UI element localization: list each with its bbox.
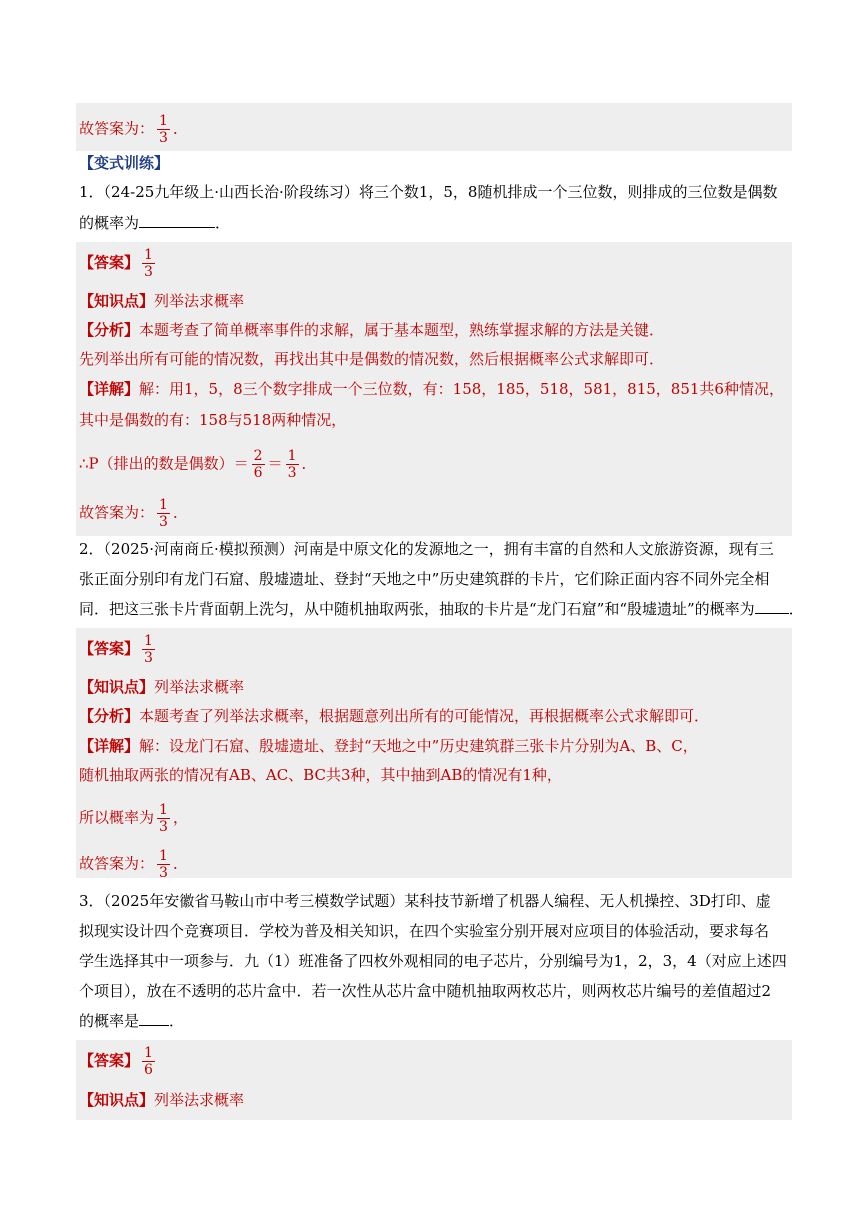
fraction: $\frac{1}{3}$ [159,848,168,881]
answer-blank [139,211,215,228]
q3-text-line1: 3．（2025年安徽省马鞍山市中考三模数学试题）某科技节新增了机器人编程、无人机操控、3D打印、虚 [79,892,771,910]
q1-knowledge-point: 【知识点】列举法求概率 [79,292,245,310]
q2-detail: 【详解】解：设龙门石窟、殷墟遗址、登封“天地之中”历史建筑群三张卡片分别为A、B、C， [79,737,698,755]
fraction: $\frac{1}{3}$ [159,802,168,835]
q2-text-line1: 2．（2025·河南商丘·模拟预测）河南是中原文化的发源地之一，拥有丰富的自然和人文旅游资源，现有三 [79,540,774,558]
q2-detail-line3: 所以概率为 $\frac{1}{3}$ ， [79,802,188,835]
q2-answer: 【答案】 $\frac{1}{3}$ [79,633,153,666]
q1-detail: 【详解】解：用1，5，8三个数字排成一个三位数，有：158，185，518，581，815，851共6种情况， [79,380,784,398]
q2-analysis: 【分析】本题考查了列举法求概率，根据题意列出所有的可能情况，再根据概率公式求解即可． [79,707,710,725]
fraction: $\frac{1}{3}$ [144,247,153,280]
fraction: $\frac{1}{3}$ [287,448,297,481]
q1-detail-line2: 其中是偶数的有：158与518两种情况， [79,411,347,429]
fraction: $\frac{1}{3}$ [144,633,153,666]
answer-prefix: 故答案为： [79,119,155,138]
q2-knowledge-point: 【知识点】列举法求概率 [79,678,245,696]
q3-knowledge-point: 【知识点】列举法求概率 [79,1091,245,1109]
q1-detail-line3: ∴P（排出的数是偶数）＝ $\frac{2}{6}$ ＝ $\frac{1}{3}$ ． [79,448,317,481]
q3-text-line2: 拟现实设计四个竞赛项目．学校为普及相关知识，在四个实验室分别开展对应项目的体验活动，要求每名 [79,922,770,940]
q1-answer: 【答案】 $\frac{1}{3}$ [79,247,153,280]
answer-blank [139,1009,169,1026]
section-heading: 【变式训练】 [79,154,170,172]
fraction: $\frac{1}{3}$ [159,497,168,530]
q3-text-line5: 的概率是 ． [79,1009,184,1032]
q2-final-answer: 故答案为： $\frac{1}{3}$ ． [79,848,188,881]
answer-blank [755,597,789,614]
q2-detail-line2: 随机抽取两张的情况有AB、AC、BC共3种，其中抽到AB的情况有1种， [79,766,562,784]
fraction: $\frac{1}{3}$ [159,113,168,146]
fraction: $\frac{2}{6}$ [253,448,263,481]
q1-analysis: 【分析】本题考查了简单概率事件的求解，属于基本题型，熟练掌握求解的方法是关键． [79,321,665,339]
q2-text-line3: 同．把这三张卡片背面朝上洗匀，从中随机抽取两张，抽取的卡片是“龙门石窟”和“殷墟遗址”的概率为 ． [79,597,804,620]
q2-text-line2: 张正面分别印有龙门石窟、殷墟遗址、登封“天地之中”历史建筑群的卡片，它们除正面内容不同外完全相 [79,570,770,588]
q1-text-line1: 1．（24-25九年级上·山西长治·阶段练习）将三个数1，5，8随机排成一个三位数，则排成的三位数是偶数 [79,183,778,201]
q1-text-line2: 的概率为 ． [79,211,230,234]
q1-analysis-line2: 先列举出所有可能的情况数，再找出其中是偶数的情况数，然后根据概率公式求解即可． [79,350,665,368]
q3-text-line4: 个项目），放在不透明的芯片盒中．若一次性从芯片盒中随机抽取两枚芯片，则两枚芯片编号的差值超过2 [79,982,772,1000]
fraction: $\frac{1}{6}$ [144,1045,153,1078]
q1-final-answer: 故答案为： $\frac{1}{3}$ ． [79,497,188,530]
top-answer-line: 故答案为： $\frac{1}{3}$ ． [79,113,188,146]
q3-answer: 【答案】 $\frac{1}{6}$ [79,1045,153,1078]
q3-text-line3: 学生选择其中一项参与．九（1）班准备了四枚外观相同的电子芯片，分别编号为1，2，3，4（对应上述四 [79,952,787,970]
